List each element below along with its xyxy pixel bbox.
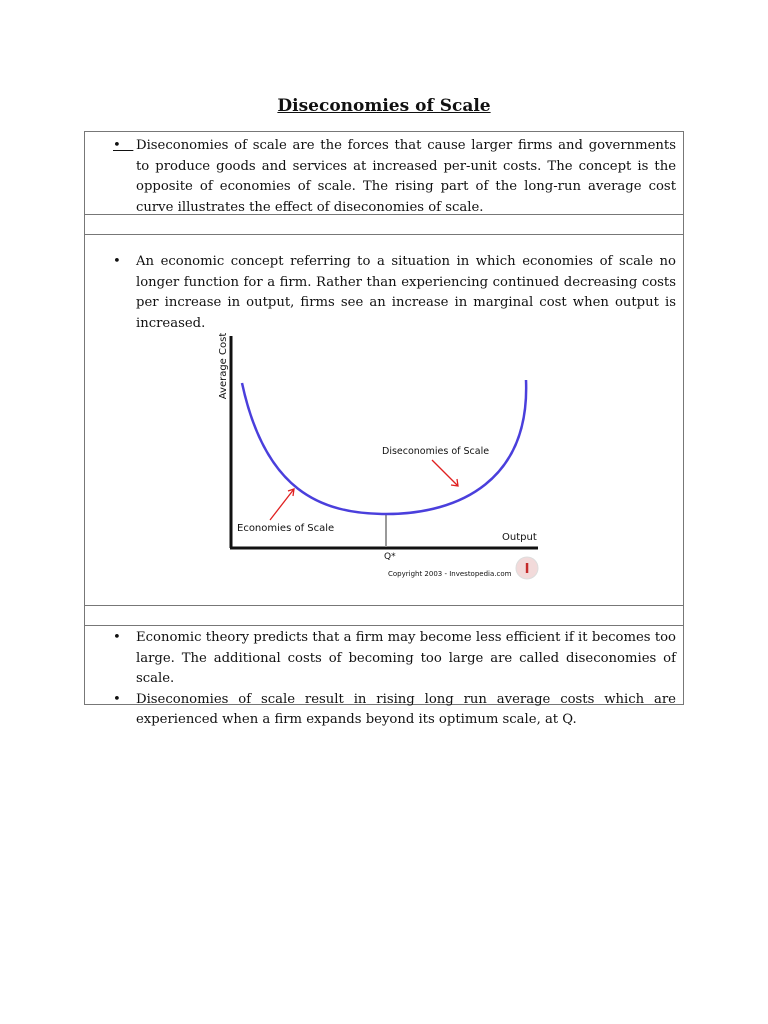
economies-label: Economies of Scale xyxy=(237,523,335,534)
diseconomies-arrow xyxy=(432,460,458,486)
bullet-text: Diseconomies of scale are the forces that cause larger firms and governments to produce goods and services at increased per-unit costs. The concept is the opposite of economies of scale. The rising part of the long-run average cost curve illustrates the effect of diseconomies of scale. xyxy=(136,138,676,215)
optimum-marker-label: Q* xyxy=(384,552,396,562)
table-row-spacer xyxy=(84,605,684,626)
bullet-icon: • xyxy=(113,691,121,707)
cost-curve-chart xyxy=(210,330,550,590)
y-axis-label: Average Cost xyxy=(218,332,229,400)
diseconomies-label: Diseconomies of Scale xyxy=(382,446,490,457)
bullet-icon: • xyxy=(113,138,134,153)
table-row xyxy=(84,131,684,215)
bullet-icon: • xyxy=(113,630,121,645)
table-row xyxy=(84,625,684,727)
list-item xyxy=(85,628,683,690)
list-item xyxy=(85,136,683,218)
copyright-text: Copyright 2003 - Investopedia.com xyxy=(388,570,512,578)
bullet-list xyxy=(85,132,683,218)
bullet-list xyxy=(85,235,683,334)
list-item xyxy=(85,252,683,334)
bullet-text: Diseconomies of scale result in rising long run average costs which are experienced when a firm expands beyond its optimum scale, at Q. xyxy=(136,691,676,727)
investopedia-logo xyxy=(516,557,538,579)
bullet-text: Economic theory predicts that a firm may become less efficient if it becomes too large. The additional costs of becoming too large are called diseconomies of scale. xyxy=(136,630,676,686)
page-title: Diseconomies of Scale xyxy=(277,96,491,116)
bullet-icon: • xyxy=(113,254,121,269)
economies-arrow xyxy=(270,489,294,520)
logo-letter: I xyxy=(524,562,530,577)
x-axis-label: Output xyxy=(502,532,537,543)
list-item xyxy=(85,690,683,731)
bullet-text: An economic concept referring to a situation in which economies of scale no longer function for a firm. Rather than experiencing continued decreasing costs per increase in output, firms see an increase in marginal cost when output is increased. xyxy=(136,254,676,331)
table-row-spacer xyxy=(84,214,684,235)
bullet-list xyxy=(85,626,683,731)
